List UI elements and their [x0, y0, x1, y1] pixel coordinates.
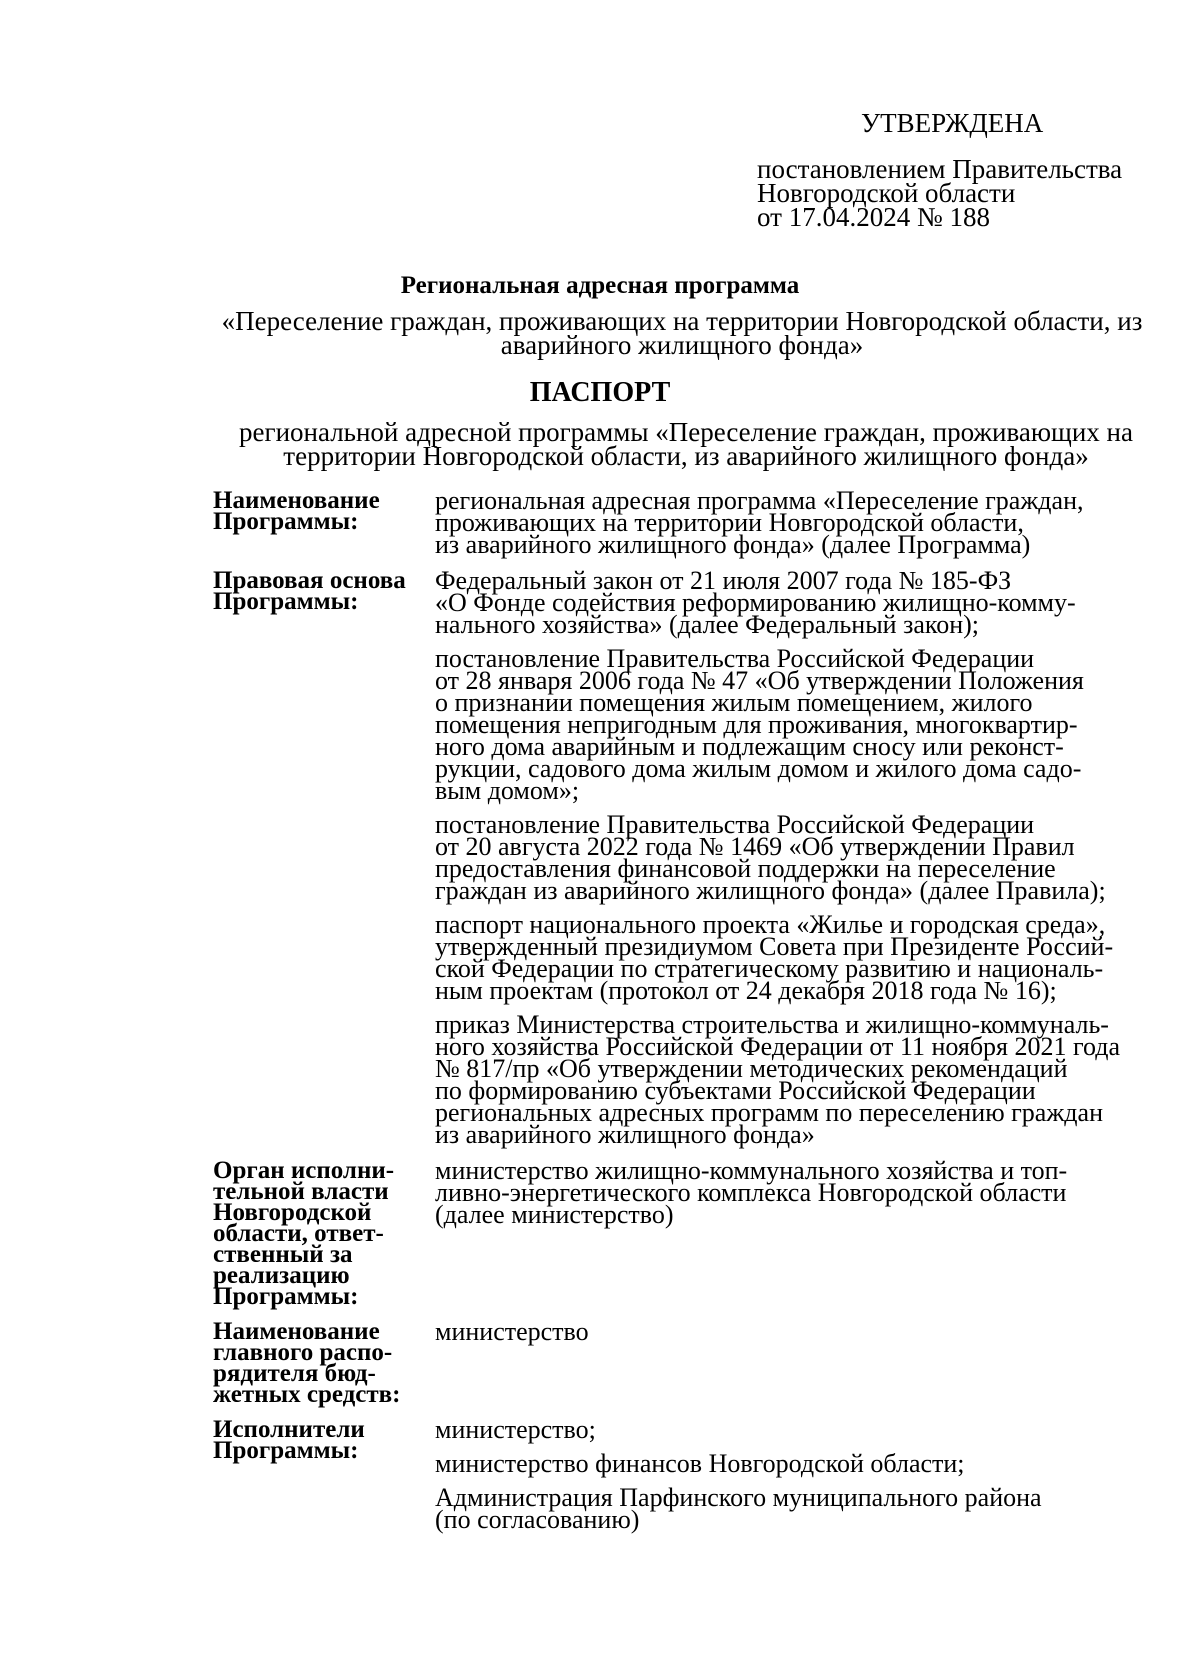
approval-line-3: от 17.04.2024 № 188	[757, 202, 990, 232]
row-label: Наименование главного распо- рядителя бюд- жетных средств:	[213, 1318, 401, 1408]
approval-line-1: постановлением Правительства	[757, 154, 1123, 184]
program-title: Региональная адресная программа	[400, 272, 800, 299]
row-paragraph: приказ Министерства строительства и жилищно-коммуналь- ного хозяйства Российской Федерации от 11 ноября 2021 года № 817/пр «Об утверждении методических рекомендаций по формированию субъектами Российской Федерации региональных адресных программ по переселению граждан из аварийного жилищного фонда»	[435, 1010, 1121, 1149]
row-label: Правовая основа Программы:	[213, 567, 406, 615]
row-paragraph: Администрация Парфинского муниципального района (по согласованию)	[435, 1483, 1042, 1534]
passport-row-executors	[213, 1415, 1188, 1534]
program-subtitle: «Переселение граждан, проживающих на территории Новгородской области, из аварийного жилищного фонда»	[221, 306, 1143, 360]
row-value	[435, 1156, 1188, 1307]
passport-row-name	[213, 486, 1188, 559]
passport-row-responsible-body	[213, 1156, 1188, 1310]
row-label: Наименование Программы:	[213, 487, 380, 535]
approval-line-2: Новгородской области	[757, 178, 1016, 208]
row-paragraph: министерство жилищно-коммунального хозяйства и топ- ливно-энергетического комплекса Новгородской области (далее министерство)	[435, 1156, 1068, 1229]
row-value	[435, 566, 1188, 1149]
passport-heading: ПАСПОРТ	[529, 377, 671, 408]
approved-heading: УТВЕРЖДЕНА	[861, 108, 1044, 138]
row-value	[435, 486, 1188, 559]
passport-row-budget-manager	[213, 1317, 1188, 1408]
row-paragraph: постановление Правительства Российской Федерации от 28 января 2006 года № 47 «Об утверждении Положения о признании помещения жилым помещением, жилого помещения непригодным для проживания, многоквартир- ного дома аварийным и подлежащим сносу или реконст- рукции, садового дома жилым домом и жилого дома садо- вым домом»;	[435, 644, 1084, 805]
row-label: Орган исполни- тельной власти Новгородской области, ответ- ственный за реализацию Программы:	[213, 1157, 395, 1310]
passport-subheading: региональной адресной программы «Переселение граждан, проживающих на территории Новгородской области, из аварийного жилищного фонда»	[239, 417, 1133, 471]
row-label: Исполнители Программы:	[213, 1416, 365, 1464]
row-paragraph: постановление Правительства Российской Федерации от 20 августа 2022 года № 1469 «Об утверждении Правил предоставления финансовой поддержки на переселение граждан из аварийного жилищного фонда» (далее Правила);	[435, 810, 1106, 905]
passport-table	[213, 486, 1188, 1545]
row-value	[435, 1415, 1188, 1534]
row-paragraph: министерство	[435, 1317, 589, 1346]
row-paragraph: Федеральный закон от 21 июля 2007 года № 185-ФЗ «О Фонде содействия реформированию жилищно-комму- нального хозяйства» (далее Федеральный закон);	[435, 566, 1076, 639]
row-paragraph: паспорт национального проекта «Жилье и городская среда», утвержденный президиумом Совета при Президенте Россий- ской Федерации по стратегическому развитию и националь- ным проектам (протокол от 24 декабря 2018 года № 16);	[435, 910, 1114, 1005]
row-paragraph: министерство;	[435, 1415, 596, 1444]
passport-row-legal-basis	[213, 566, 1188, 1149]
row-value	[435, 1317, 1188, 1405]
row-paragraph: региональная адресная программа «Переселение граждан, проживающих на территории Новгородской области, из аварийного жилищного фонда» (далее Программа)	[435, 486, 1084, 559]
row-paragraph: министерство финансов Новгородской области;	[435, 1449, 965, 1478]
approval-stamp	[757, 108, 1157, 232]
